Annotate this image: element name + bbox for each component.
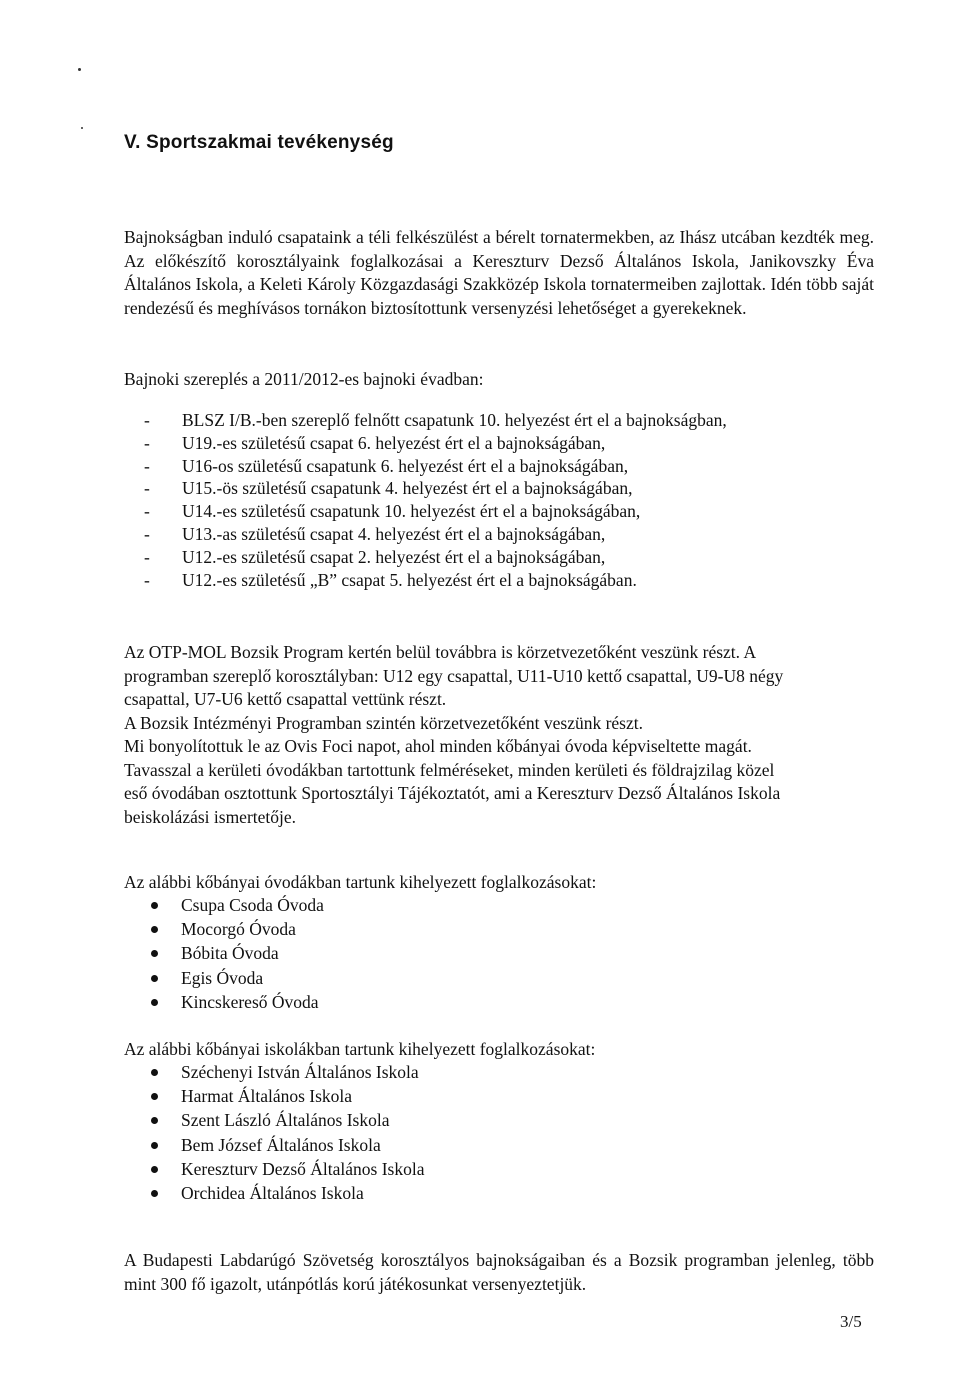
- bozsik-line: beiskolázási ismertetője.: [124, 806, 297, 827]
- list-item: Széchenyi István Általános Iskola: [124, 1060, 824, 1084]
- list-item: Kereszturv Dezső Általános Iskola: [124, 1157, 824, 1181]
- list-item: Egis Óvoda: [124, 966, 824, 990]
- season-heading: Bajnoki szereplés a 2011/2012-es bajnoki évadban:: [124, 369, 484, 389]
- list-item: Kincskereső Óvoda: [124, 990, 824, 1014]
- bozsik-line: Mi bonyolítottuk le az Ovis Foci napot, ahol minden kőbányai óvoda képviseltette magát.: [124, 736, 752, 756]
- section-title: V. Sportszakmai tevékenység: [124, 132, 394, 153]
- season-results-list: [124, 409, 874, 591]
- list-item: - U12.-es születésű csapat 2. helyezést ért el a bajnokságában,: [124, 546, 874, 569]
- list-item: - BLSZ I/B.-ben szereplő felnőtt csapatunk 10. helyezést ért el a bajnokságban,: [124, 409, 874, 432]
- intro-paragraph: Bajnokságban induló csapataink a téli felkészülést a bérelt tornatermekben, az Ihász utcában kezdték meg. Az előkészítő korosztályaink foglalkozásai a Kereszturv Dezső Általános Iskola, Janikovszky Éva Általános Iskola, a Keleti Károly Közgazdasági Szakközép Iskola tornatermeiben zajlottak. Idén több saját rendezésű és meghívásos tornákon biztosítottunk versenyzési lehetőséget a gyerekeknek.: [124, 227, 874, 318]
- closing-paragraph: A Budapesti Labdarúgó Szövetség korosztályos bajnokságaiban és a Bozsik programban jelenleg, több mint 300 fő igazolt, utánpótlás korú játékosunkat versenyeztetjük.: [124, 1250, 874, 1294]
- scan-speck: [81, 127, 83, 129]
- list-item: - U14.-es születésű csapatunk 10. helyezést ért el a bajnokságában,: [124, 500, 874, 523]
- scan-speck: [78, 68, 81, 71]
- bozsik-line: Tavasszal a kerületi óvodákban tartottunk felméréseket, minden kerületi és földrajzilag közel: [124, 759, 775, 780]
- bozsik-line: A Bozsik Intézményi Programban szintén körzetvezetőként veszünk részt.: [124, 712, 644, 733]
- list-item: - U12.-es születésű „B” csapat 5. helyezést ért el a bajnokságában.: [124, 569, 874, 592]
- bozsik-line: csapattal, U7-U6 kettő csapattal vettünk részt.: [124, 689, 447, 709]
- list-item: Szent László Általános Iskola: [124, 1108, 824, 1132]
- bozsik-line: programban szereplő korosztályban: U12 egy csapattal, U11-U10 kettő csapattal, U9-U8 négy: [124, 665, 784, 686]
- page-number: 3/5: [840, 1312, 862, 1331]
- list-item: Harmat Általános Iskola: [124, 1084, 824, 1108]
- list-item: Orchidea Általános Iskola: [124, 1181, 824, 1205]
- list-item: Bóbita Óvoda: [124, 941, 824, 965]
- list-item: Mocorgó Óvoda: [124, 917, 824, 941]
- list-item: - U19.-es születésű csapat 6. helyezést ért el a bajnokságában,: [124, 432, 874, 455]
- bozsik-line: Az OTP-MOL Bozsik Program kertén belül továbbra is körzetvezetőként veszünk részt. A: [124, 642, 757, 662]
- schools-heading: Az alábbi kőbányai iskolákban tartunk kihelyezett foglalkozásokat:: [124, 1039, 596, 1059]
- bozsik-paragraph: [124, 641, 874, 829]
- kindergartens-heading: Az alábbi kőbányai óvodákban tartunk kihelyezett foglalkozásokat:: [124, 872, 597, 892]
- schools-list: [124, 1060, 824, 1205]
- kindergartens-list: [124, 893, 824, 1014]
- list-item: - U13.-as születésű csapat 4. helyezést ért el a bajnokságában,: [124, 523, 874, 546]
- bozsik-line: eső óvodában osztottunk Sportosztályi Tájékoztatót, ami a Kereszturv Dezső Általános Iskola: [124, 783, 781, 803]
- list-item: - U16-os születésű csapatunk 6. helyezést ért el a bajnokságában,: [124, 455, 874, 478]
- list-item: - U15.-ös születésű csapatunk 4. helyezést ért el a bajnokságában,: [124, 477, 874, 500]
- list-item: Csupa Csoda Óvoda: [124, 893, 824, 917]
- list-item: Bem József Általános Iskola: [124, 1133, 824, 1157]
